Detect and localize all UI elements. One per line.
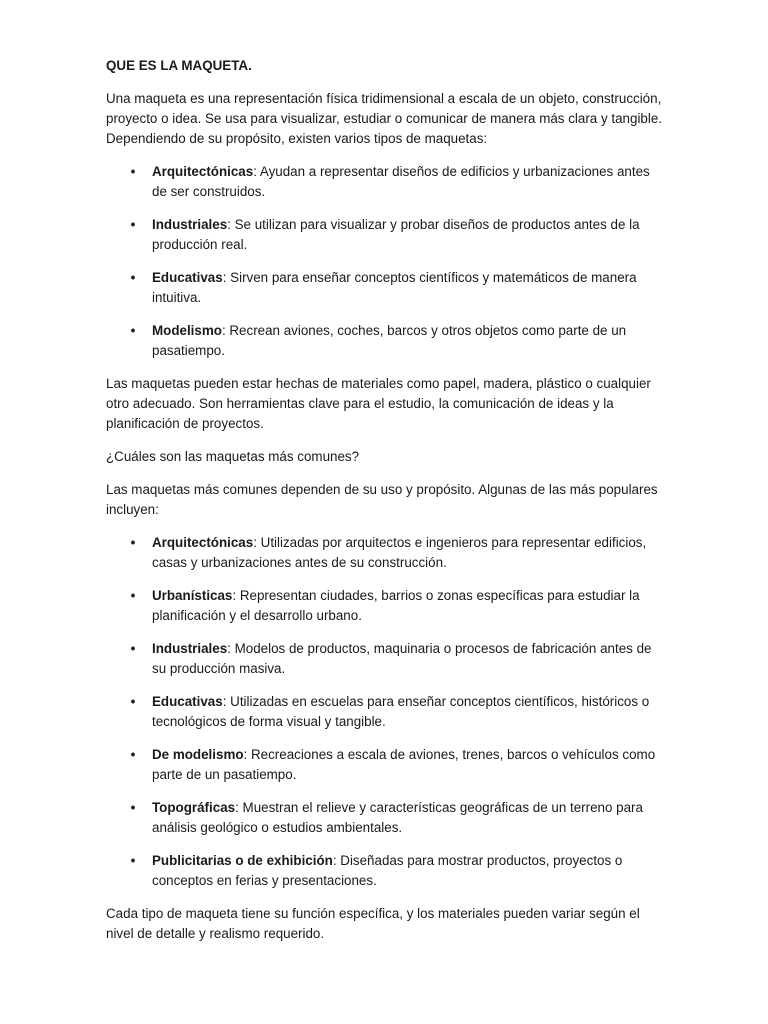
list-item: [106, 586, 662, 626]
list-item-desc: : Muestran el relieve y características geográficas de un terreno para análisis geológico o estudios ambientales.: [152, 800, 643, 835]
list-item-desc: : Sirven para enseñar conceptos científicos y matemáticos de manera intuitiva.: [152, 270, 637, 305]
list-item: [106, 745, 662, 785]
list-item: [106, 692, 662, 732]
list-item: [106, 215, 662, 255]
list-item-term: Industriales: [152, 641, 228, 656]
list-item-desc: : Modelos de productos, maquinaria o procesos de fabricación antes de su producción masiva.: [152, 641, 652, 676]
list-item: [106, 533, 662, 573]
list-item-term: Topográficas: [152, 800, 236, 815]
list-item: [106, 162, 662, 202]
bullet-icon: •: [130, 694, 136, 709]
question-heading: ¿Cuáles son las maquetas más comunes?: [106, 449, 360, 464]
bullet-icon: •: [130, 535, 136, 550]
list-item: [106, 268, 662, 308]
list-item-term: De modelismo: [152, 747, 244, 762]
closing-paragraph: Cada tipo de maqueta tiene su función específica, y los materiales pueden variar según el nivel de detalle y realismo requerido.: [106, 906, 640, 941]
list-item-term: Educativas: [152, 694, 223, 709]
bullet-icon: •: [130, 800, 136, 815]
list-item: [106, 798, 662, 838]
common-types-list: [106, 533, 662, 891]
bullet-icon: •: [130, 853, 136, 868]
list-item-term: Educativas: [152, 270, 223, 285]
bullet-icon: •: [130, 217, 136, 232]
list-item: [106, 639, 662, 679]
list-item-term: Arquitectónicas: [152, 535, 254, 550]
list-item-desc: : Utilizadas por arquitectos e ingenieros para representar edificios, casas y urbanizaciones antes de su construcción.: [152, 535, 647, 570]
bullet-icon: •: [130, 588, 136, 603]
list-item-desc: : Ayudan a representar diseños de edificios y urbanizaciones antes de ser construidos.: [152, 164, 650, 199]
list-item-term: Industriales: [152, 217, 228, 232]
list-item-desc: : Recreaciones a escala de aviones, trenes, barcos o vehículos como parte de un pasatiempo.: [152, 747, 656, 782]
bullet-icon: •: [130, 323, 136, 338]
bullet-icon: •: [130, 270, 136, 285]
list-item-term: Publicitarias o de exhibición: [152, 853, 333, 868]
materials-paragraph: Las maquetas pueden estar hechas de materiales como papel, madera, plástico o cualquier otro adecuado. Son herramientas clave para el estudio, la comunicación de ideas y la planificación de proyectos.: [106, 376, 651, 431]
types-list: [106, 162, 662, 361]
list-item-term: Modelismo: [152, 323, 222, 338]
list-item-term: Arquitectónicas: [152, 164, 254, 179]
document-title: QUE ES LA MAQUETA.: [106, 58, 252, 73]
list-item-desc: : Representan ciudades, barrios o zonas específicas para estudiar la planificación y el desarrollo urbano.: [152, 588, 640, 623]
list-item: [106, 321, 662, 361]
bullet-icon: •: [130, 747, 136, 762]
list-item-desc: : Recrean aviones, coches, barcos y otros objetos como parte de un pasatiempo.: [152, 323, 627, 358]
list-item-term: Urbanísticas: [152, 588, 233, 603]
list-item-desc: : Utilizadas en escuelas para enseñar conceptos científicos, históricos o tecnológicos de forma visual y tangible.: [152, 694, 650, 729]
list-item-desc: : Diseñadas para mostrar productos, proyectos o conceptos en ferias y presentaciones.: [152, 853, 623, 888]
list-item: [106, 851, 662, 891]
intro-paragraph: Una maqueta es una representación física tridimensional a escala de un objeto, construcción, proyecto o idea. Se usa para visualizar, estudiar o comunicar de manera más clara y tangible. Dependiendo de su propósito, existen varios tipos de maquetas:: [106, 91, 663, 146]
list-item-desc: : Se utilizan para visualizar y probar diseños de productos antes de la producción real.: [152, 217, 640, 252]
bullet-icon: •: [130, 164, 136, 179]
common-intro-paragraph: Las maquetas más comunes dependen de su uso y propósito. Algunas de las más populares incluyen:: [106, 482, 658, 517]
bullet-icon: •: [130, 641, 136, 656]
